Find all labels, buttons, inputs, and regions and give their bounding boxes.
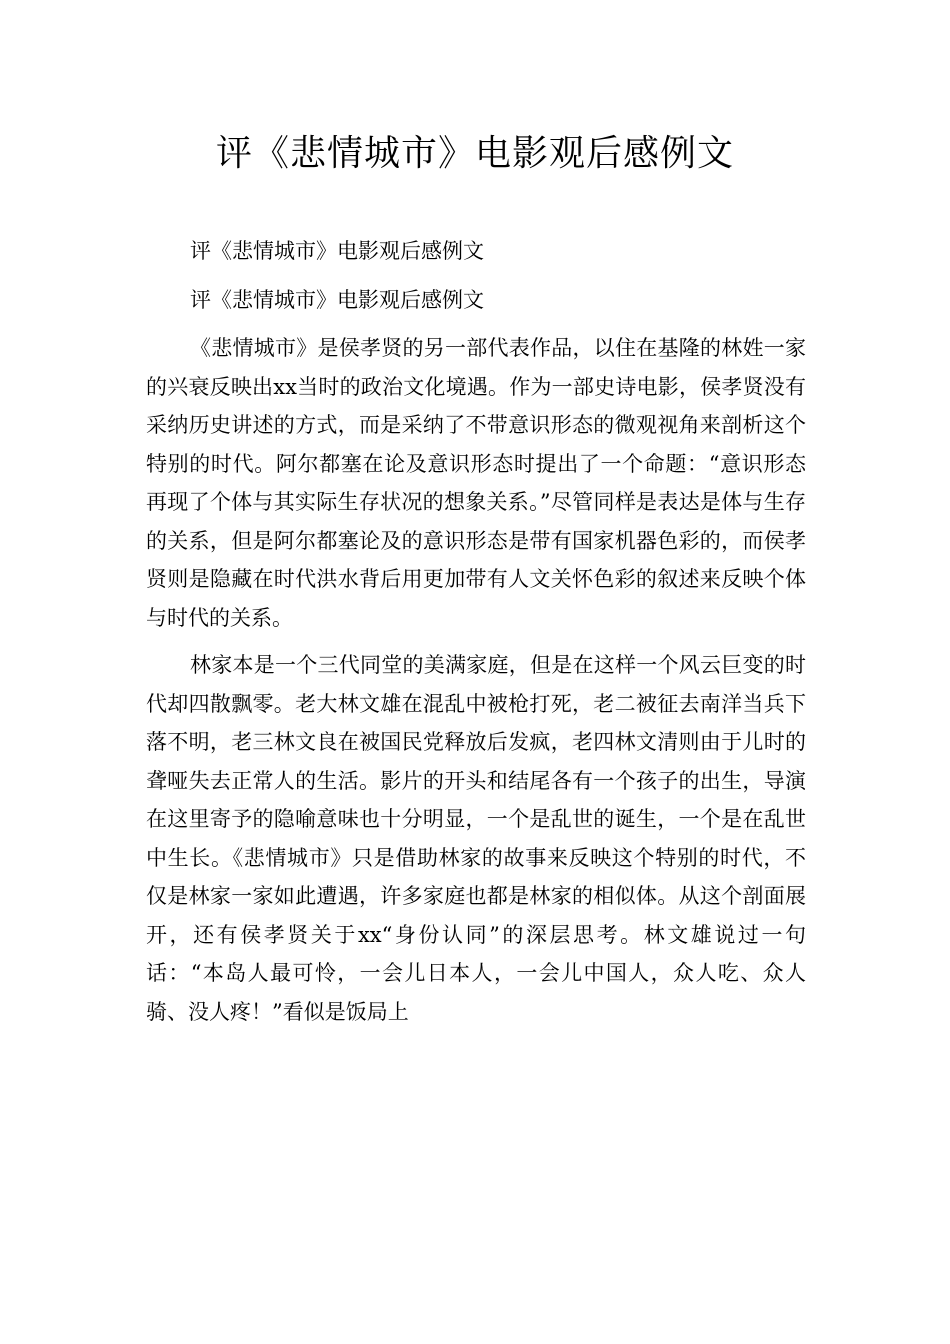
paragraph-subtitle-2: 评《悲情城市》电影观后感例文 bbox=[190, 287, 484, 312]
document-body bbox=[146, 232, 806, 1040]
paragraph-intro: 《悲情城市》是侯孝贤的另一部代表作品，以住在基隆的林姓一家的兴衰反映出xx当时的政治文化境遇。作为一部史诗电影，侯孝贤没有采纳历史讲述的方式，而是采纳了不带意识形态的微观视角来剖析这个特别的时代。阿尔都塞在论及意识形态时提出了一个命题：“意识形态再现了个体与其实际生存状况的想象关系。”尽管同样是表达是体与生存的关系，但是阿尔都塞论及的意识形态是带有国家机器色彩的，而侯孝贤则是隐藏在时代洪水背后用更加带有人文关怀色彩的叙述来反映个体与时代的关系。 bbox=[146, 336, 806, 630]
paragraph-lin-family: 林家本是一个三代同堂的美满家庭，但是在这样一个风云巨变的时代却四散飘零。老大林文雄在混乱中被枪打死，老二被征去南洋当兵下落不明，老三林文良在被国民党释放后发疯，老四林文清则由于儿时的聋哑失去正常人的生活。影片的开头和结尾各有一个孩子的出生，导演在这里寄予的隐喻意味也十分明显，一个是乱世的诞生，一个是在乱世中生长。《悲情城市》只是借助林家的故事来反映这个特别的时代，不仅是林家一家如此遭遇，许多家庭也都是林家的相似体。从这个剖面展开，还有侯孝贤关于xx“身份认同”的深层思考。林文雄说过一句话：“本岛人最可怜，一会儿日本人，一会儿中国人，众人吃、众人骑、没人疼！”看似是饭局上 bbox=[146, 653, 806, 1024]
document-title: 评《悲情城市》电影观后感例文 bbox=[215, 133, 734, 174]
paragraph-subtitle-1: 评《悲情城市》电影观后感例文 bbox=[190, 239, 484, 263]
